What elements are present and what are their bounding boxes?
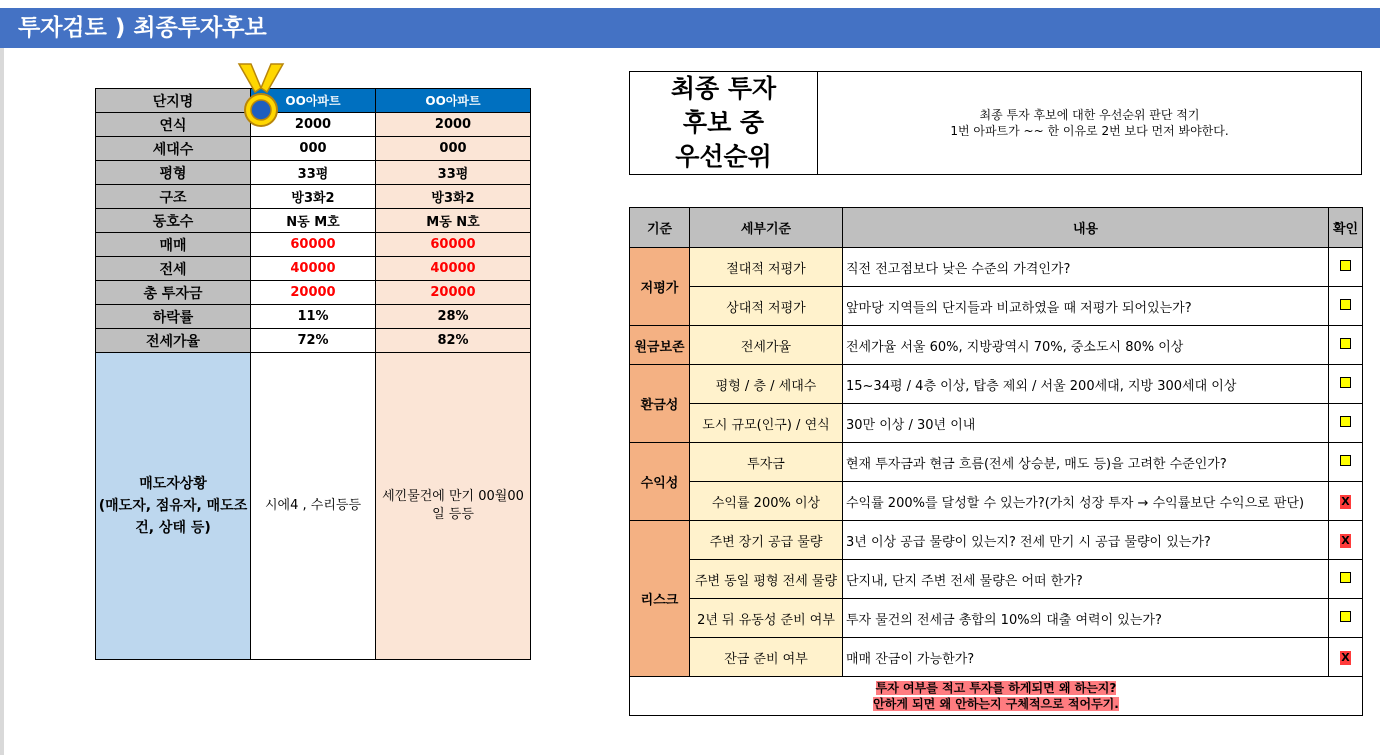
criteria-table — [629, 207, 1363, 716]
apartment-1-value: 2000 — [251, 113, 376, 137]
comparison-row-label: 총 투자금 — [96, 281, 251, 305]
criteria-check-cell — [1329, 638, 1363, 677]
comparison-row — [96, 305, 531, 329]
apartment-1-value: 33평 — [251, 161, 376, 185]
comparison-row — [96, 257, 531, 281]
comparison-row-label: 전세가율 — [96, 329, 251, 353]
criteria-row — [630, 365, 1363, 404]
criteria-check-cell — [1329, 599, 1363, 638]
criteria-header-standard: 기준 — [630, 208, 690, 248]
checkbox-icon[interactable] — [1340, 299, 1351, 310]
apartment-1-value: 72% — [251, 329, 376, 353]
checkbox-icon[interactable] — [1340, 377, 1351, 388]
criteria-check-cell — [1329, 287, 1363, 326]
criteria-footer-row — [630, 677, 1363, 716]
criteria-detail: 주변 장기 공급 물량 — [690, 521, 843, 560]
criteria-header-detail: 세부기준 — [690, 208, 843, 248]
priority-box — [629, 71, 1362, 175]
comparison-header-row — [96, 89, 531, 113]
comparison-row-label: 평형 — [96, 161, 251, 185]
criteria-header-content: 내용 — [843, 208, 1329, 248]
apartment-1-value: 방3화2 — [251, 185, 376, 209]
apartment-1-value: 11% — [251, 305, 376, 329]
criteria-row — [630, 443, 1363, 482]
apartment-1-value: 40000 — [251, 257, 376, 281]
comparison-row — [96, 329, 531, 353]
apartment-2-name: OO아파트 — [376, 89, 531, 113]
criteria-check-cell — [1329, 560, 1363, 599]
criteria-detail: 도시 규모(인구) / 연식 — [690, 404, 843, 443]
comparison-row-label: 동호수 — [96, 209, 251, 233]
priority-description-line-1: 최종 투자 후보에 대한 우선순위 판단 적기 — [979, 108, 1200, 122]
apartment-1-value: 000 — [251, 137, 376, 161]
apartment-1-name: OO아파트 — [251, 89, 376, 113]
criteria-group-label: 환금성 — [630, 365, 690, 443]
criteria-content: 15~34평 / 4층 이상, 탑층 제외 / 서울 200세대, 지방 300세대 이상 — [843, 365, 1329, 404]
comparison-row-label: 하락률 — [96, 305, 251, 329]
criteria-content: 매매 잔금이 가능한가? — [843, 638, 1329, 677]
apartment-2-value: 82% — [376, 329, 531, 353]
criteria-detail: 평형 / 층 / 세대수 — [690, 365, 843, 404]
criteria-check-cell — [1329, 404, 1363, 443]
criteria-content: 수익률 200%를 달성할 수 있는가?(가치 성장 투자 → 수익률보단 수익으로 판단) — [843, 482, 1329, 521]
priority-description — [818, 72, 1361, 174]
checkbox-icon[interactable] — [1340, 416, 1351, 427]
criteria-content: 30만 이상 / 30년 이내 — [843, 404, 1329, 443]
apartment-1-value: 20000 — [251, 281, 376, 305]
left-edge-strip — [0, 48, 4, 755]
apartment-2-value: 000 — [376, 137, 531, 161]
criteria-content: 전세가율 서울 60%, 지방광역시 70%, 중소도시 80% 이상 — [843, 326, 1329, 365]
comparison-row — [96, 137, 531, 161]
apartment-2-value: M동 N호 — [376, 209, 531, 233]
criteria-header-row — [630, 208, 1363, 248]
criteria-content: 직전 전고점보다 낮은 수준의 가격인가? — [843, 248, 1329, 287]
priority-title — [630, 72, 818, 174]
page-title: 투자검토 ) 최종투자후보 — [18, 15, 267, 41]
criteria-group-label: 수익성 — [630, 443, 690, 521]
criteria-group-label: 리스크 — [630, 521, 690, 677]
checkbox-icon[interactable] — [1340, 611, 1351, 622]
x-mark-icon[interactable]: X — [1341, 494, 1350, 508]
comparison-row — [96, 233, 531, 257]
criteria-check-cell — [1329, 482, 1363, 521]
criteria-detail: 전세가율 — [690, 326, 843, 365]
seller-situation-row — [96, 353, 531, 660]
apartment-2-value: 20000 — [376, 281, 531, 305]
criteria-row — [630, 482, 1363, 521]
criteria-detail: 잔금 준비 여부 — [690, 638, 843, 677]
checkbox-icon[interactable] — [1340, 455, 1351, 466]
criteria-content: 현재 투자금과 현금 흐름(전세 상승분, 매도 등)을 고려한 수준인가? — [843, 443, 1329, 482]
criteria-content: 투자 물건의 전세금 총합의 10%의 대출 여력이 있는가? — [843, 599, 1329, 638]
apartment-2-value: 33평 — [376, 161, 531, 185]
checkbox-icon[interactable] — [1340, 338, 1351, 349]
comparison-row — [96, 209, 531, 233]
apartment-comparison-table — [95, 88, 531, 660]
comparison-row-label: 매매 — [96, 233, 251, 257]
checkbox-icon[interactable] — [1340, 260, 1351, 271]
medal-icon — [233, 62, 289, 132]
apartment-1-value: 60000 — [251, 233, 376, 257]
criteria-group-label: 저평가 — [630, 248, 690, 326]
criteria-check-cell — [1329, 326, 1363, 365]
criteria-row — [630, 560, 1363, 599]
criteria-detail: 수익률 200% 이상 — [690, 482, 843, 521]
criteria-content: 앞마당 지역들의 단지들과 비교하였을 때 저평가 되어있는가? — [843, 287, 1329, 326]
criteria-check-cell — [1329, 443, 1363, 482]
apartment-2-seller-note: 세낀물건에 만기 00월00일 등등 — [376, 353, 531, 660]
apartment-2-value: 2000 — [376, 113, 531, 137]
criteria-content: 3년 이상 공급 물량이 있는지? 전세 만기 시 공급 물량이 있는가? — [843, 521, 1329, 560]
footer-note-line-1: 투자 여부를 적고 투자를 하게되면 왜 하는지? — [875, 681, 1117, 695]
criteria-row — [630, 404, 1363, 443]
criteria-row — [630, 287, 1363, 326]
criteria-row — [630, 599, 1363, 638]
comparison-row — [96, 185, 531, 209]
criteria-detail: 2년 뒤 유동성 준비 여부 — [690, 599, 843, 638]
criteria-detail: 절대적 저평가 — [690, 248, 843, 287]
criteria-row — [630, 248, 1363, 287]
comparison-row — [96, 161, 531, 185]
comparison-row-label: 전세 — [96, 257, 251, 281]
checkbox-icon[interactable] — [1340, 572, 1351, 583]
apartment-1-value: N동 M호 — [251, 209, 376, 233]
apartment-2-value: 방3화2 — [376, 185, 531, 209]
comparison-row — [96, 113, 531, 137]
comparison-row — [96, 281, 531, 305]
apartment-2-value: 40000 — [376, 257, 531, 281]
criteria-footer-note — [630, 677, 1363, 716]
criteria-check-cell — [1329, 521, 1363, 560]
comparison-row-label: 구조 — [96, 185, 251, 209]
criteria-check-cell — [1329, 248, 1363, 287]
criteria-row — [630, 326, 1363, 365]
comparison-row-label: 세대수 — [96, 137, 251, 161]
criteria-row — [630, 638, 1363, 677]
x-mark-icon[interactable]: X — [1341, 650, 1350, 664]
priority-description-line-2: 1번 아파트가 ~~ 한 이유로 2번 보다 먼저 봐야한다. — [950, 124, 1229, 138]
comparison-row-label: 연식 — [96, 113, 251, 137]
footer-note-line-2: 안하게 되면 왜 안하는지 구체적으로 적어두기. — [873, 697, 1119, 711]
seller-situation-label: 매도자상황 (매도자, 점유자, 매도조건, 상태 등) — [96, 353, 251, 660]
x-mark-icon[interactable]: X — [1341, 533, 1350, 547]
complex-name-label: 단지명 — [96, 89, 251, 113]
page-header — [0, 8, 1380, 48]
criteria-detail: 투자금 — [690, 443, 843, 482]
criteria-detail: 주변 동일 평형 전세 물량 — [690, 560, 843, 599]
criteria-header-check: 확인 — [1329, 208, 1363, 248]
apartment-2-value: 28% — [376, 305, 531, 329]
criteria-row — [630, 521, 1363, 560]
criteria-check-cell — [1329, 365, 1363, 404]
criteria-detail: 상대적 저평가 — [690, 287, 843, 326]
apartment-1-seller-note: 시에4 , 수리등등 — [251, 353, 376, 660]
criteria-content: 단지내, 단지 주변 전세 물량은 어떠 한가? — [843, 560, 1329, 599]
apartment-2-value: 60000 — [376, 233, 531, 257]
priority-title-text: 최종 투자 후보 중 우선순위 — [670, 74, 777, 171]
criteria-group-label: 원금보존 — [630, 326, 690, 365]
